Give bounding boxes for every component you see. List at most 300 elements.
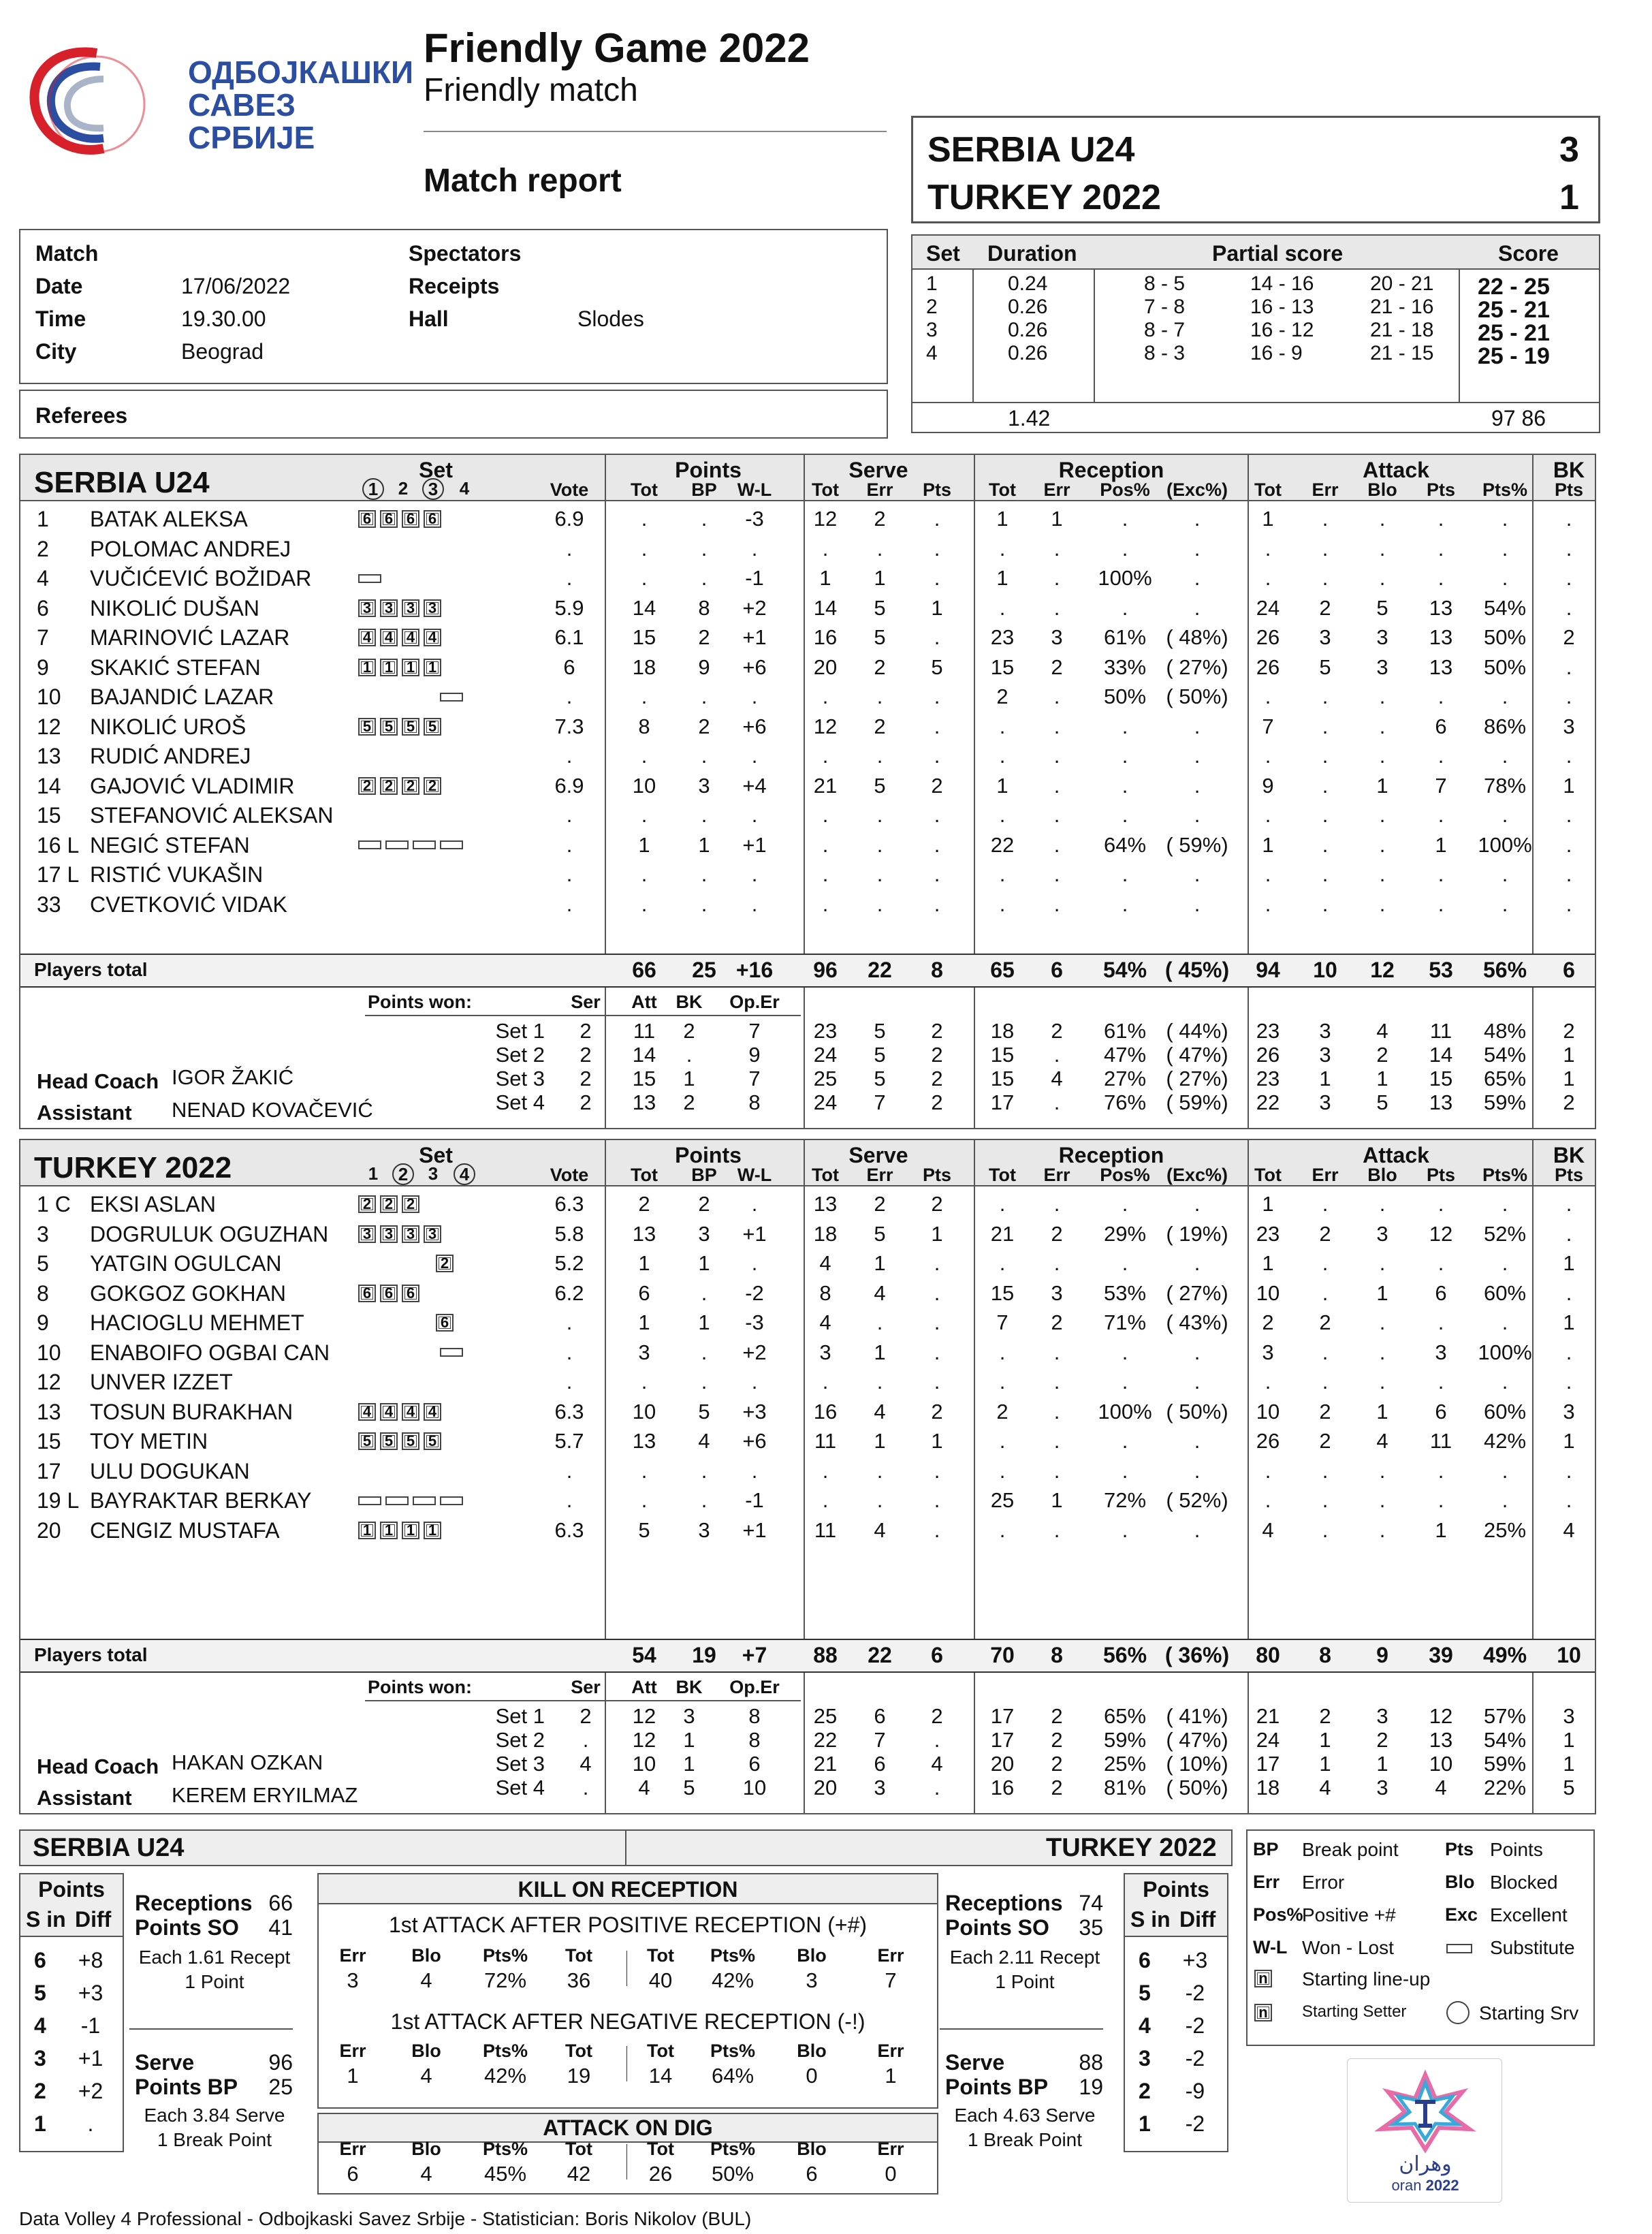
player-stat: . <box>566 892 573 916</box>
negative-reception-value: 42% <box>483 2064 527 2088</box>
player-name: ENABOIFO OGBAI CAN <box>90 1340 330 1365</box>
set-stat: 2 <box>579 1067 592 1090</box>
player-stat: 1 <box>931 1221 943 1246</box>
player-stat: 9 <box>698 655 710 679</box>
player-stat: 3 <box>698 773 710 798</box>
substitute-box <box>440 1348 463 1357</box>
referees-label: Referees <box>35 403 128 428</box>
column-header: Pts <box>1426 479 1456 500</box>
points-won-header: BK <box>676 1677 703 1697</box>
oran-emblem-icon <box>1361 2068 1490 2156</box>
player-stat: . <box>1053 1370 1060 1394</box>
player-stat: . <box>1053 892 1060 916</box>
starting-position-box: 5 <box>424 1432 441 1450</box>
player-stat: . <box>1566 744 1572 768</box>
player-set-boxes <box>358 1521 445 1544</box>
player-stat: . <box>1502 536 1508 561</box>
set-stat: 4 <box>1319 1776 1331 1799</box>
player-stat: 1 <box>996 507 1008 531</box>
player-number: 14 <box>37 773 61 798</box>
player-stat: 3 <box>1051 1280 1063 1305</box>
player-stat: . <box>876 1488 883 1512</box>
player-stat: . <box>1437 1370 1444 1394</box>
column-header: Pts <box>1554 479 1584 500</box>
set-stat: 2 <box>1563 1090 1575 1114</box>
players-total-value: 22 <box>868 958 892 982</box>
starting-position-box: 6 <box>402 510 419 528</box>
set-stat: 20 <box>813 1776 838 1799</box>
kill-on-reception-title: KILL ON RECEPTION <box>518 1877 738 1902</box>
player-stat: 60% <box>1483 1399 1527 1423</box>
player-stat: 26 <box>1256 1429 1280 1453</box>
substitute-box <box>440 840 463 849</box>
kill-header: Tot <box>565 2041 592 2061</box>
kill-header: Blo <box>797 2041 827 2061</box>
player-stat: . <box>876 832 883 857</box>
attack-on-dig-value: 26 <box>648 2162 673 2186</box>
player-stat: . <box>566 832 573 857</box>
player-stat: . <box>751 1251 758 1275</box>
player-stat: 24 <box>1256 595 1280 620</box>
player-stat: 2 <box>996 1399 1008 1423</box>
players-total-value: 56% <box>1102 1643 1147 1667</box>
head-coach-label: Head Coach <box>37 1069 159 1093</box>
player-stat: . <box>1502 892 1508 916</box>
set-stat: 1 <box>1319 1752 1331 1776</box>
player-number: 1 C <box>37 1192 71 1216</box>
starting-position-box: 4 <box>424 629 441 646</box>
player-stat: . <box>822 892 829 916</box>
player-stat: . <box>1194 1192 1201 1216</box>
rotation-diff-label: Diff <box>1179 1907 1216 1932</box>
player-stat: . <box>934 1310 940 1334</box>
column-header: Blo <box>1367 479 1397 500</box>
report-title: Match report <box>424 163 622 199</box>
player-stat: . <box>1322 685 1329 708</box>
players-total-value: 6 <box>931 1643 943 1667</box>
set-stat: . <box>934 1776 940 1799</box>
player-stat: . <box>1502 1310 1508 1334</box>
player-stat: 2 <box>1051 655 1063 679</box>
column-header: Err <box>1312 1165 1339 1185</box>
rotation-number: 1 <box>1139 2111 1151 2136</box>
player-stat: . <box>1502 744 1508 768</box>
player-name: DOGRULUK OGUZHAN <box>90 1221 329 1246</box>
player-stat: . <box>1566 595 1572 620</box>
rotation-diff: -2 <box>1185 2111 1205 2136</box>
sets-row-cell: 1 <box>926 272 938 295</box>
player-stat: . <box>1322 1280 1329 1305</box>
set-stat: 23 <box>1256 1067 1280 1090</box>
player-stat: 53% <box>1103 1280 1147 1305</box>
player-stat: . <box>1122 1458 1128 1483</box>
player-name: CVETKOVIĆ VIDAK <box>90 892 287 917</box>
player-stat: 5 <box>874 773 886 798</box>
player-stat: . <box>1379 803 1386 827</box>
column-header: Err <box>1043 479 1070 500</box>
set-stat: 2 <box>1051 1704 1063 1728</box>
set-number: 4 <box>459 478 470 499</box>
starting-setter-icon: n <box>1254 2004 1272 2021</box>
starting-position-box: 5 <box>402 718 419 736</box>
player-stat: . <box>1194 714 1201 738</box>
positive-reception-value: 36 <box>567 1968 591 1992</box>
player-stat: 20 <box>813 655 838 679</box>
column-header: Pos% <box>1100 479 1150 500</box>
player-stat: . <box>1437 1251 1444 1275</box>
player-stat: 13 <box>1429 595 1453 620</box>
rotation-diff: -2 <box>1185 2013 1205 2038</box>
receptions-label: Receptions <box>135 1891 253 1915</box>
substitute-box <box>385 840 409 849</box>
date-label: Date <box>35 274 83 298</box>
rotation-diff: +2 <box>78 2079 104 2103</box>
player-stat: . <box>1502 566 1508 590</box>
players-total-value: 39 <box>1429 1643 1453 1667</box>
player-stat: . <box>999 1429 1006 1453</box>
player-set-boxes <box>358 1195 424 1218</box>
player-stat: . <box>1322 1370 1329 1394</box>
player-set-boxes <box>358 1225 445 1248</box>
player-stat: . <box>934 1251 940 1275</box>
player-stat: . <box>701 566 708 590</box>
set-stat: 25 <box>813 1704 838 1728</box>
time-value: 19.30.00 <box>181 306 266 331</box>
players-total-value: ( 36%) <box>1164 1643 1230 1667</box>
kill-header: Pts% <box>710 1945 756 1966</box>
set-stat: 13 <box>1429 1090 1453 1114</box>
player-stat: . <box>1437 803 1444 827</box>
players-total-value: 22 <box>868 1643 892 1667</box>
player-stat: 6.9 <box>554 507 584 531</box>
player-stat: 1 <box>1051 1488 1063 1512</box>
player-stat: . <box>1053 744 1060 768</box>
set-stat: 2 <box>1563 1019 1575 1043</box>
player-stat: 4 <box>874 1280 886 1305</box>
player-name: SKAKIĆ STEFAN <box>90 655 261 680</box>
legend-abbr: Exc <box>1445 1904 1478 1925</box>
set-stat: . <box>1053 1090 1060 1114</box>
set-stat: 65% <box>1483 1067 1527 1090</box>
set-stat: 2 <box>1319 1704 1331 1728</box>
head-coach-name: HAKAN OZKAN <box>172 1750 323 1774</box>
player-stat: 8 <box>819 1280 831 1305</box>
player-stat: 2 <box>996 685 1008 708</box>
player-stat: . <box>934 1458 940 1483</box>
kill-header: Pts% <box>710 2041 756 2061</box>
rotation-number: 2 <box>34 2079 46 2103</box>
sets-row-cell: 2 <box>926 296 938 318</box>
starting-position-box: 3 <box>358 1225 376 1243</box>
player-stat: 6.9 <box>554 773 584 798</box>
player-stat: . <box>751 862 758 886</box>
rotation-points-label: Points <box>38 1877 105 1902</box>
player-stat: . <box>1566 566 1572 590</box>
player-stat: 7 <box>1435 773 1447 798</box>
player-stat: 2 <box>698 625 710 649</box>
hall-value: Slodes <box>577 306 644 331</box>
points-won-header: Ser <box>571 992 601 1012</box>
attack-on-dig-value: 50% <box>711 2162 754 2186</box>
player-stat: . <box>1566 655 1572 679</box>
player-stat: . <box>1322 536 1329 561</box>
player-stat: 6.3 <box>554 1192 584 1216</box>
starting-position-box: 3 <box>424 599 441 617</box>
kill-header: Tot <box>647 1945 674 1966</box>
player-number: 8 <box>37 1280 49 1306</box>
player-stat: . <box>1122 595 1128 620</box>
starting-position-box: 1 <box>380 1522 398 1539</box>
player-stat: . <box>1566 507 1572 531</box>
set-stat: 23 <box>1256 1019 1280 1043</box>
legend-abbr: W-L <box>1253 1937 1288 1957</box>
player-number: 6 <box>37 595 49 620</box>
player-stat: 3 <box>1435 1340 1447 1364</box>
player-stat: . <box>641 744 648 768</box>
positive-reception-value: 4 <box>420 1968 432 1992</box>
column-group-header: BK <box>1553 1143 1585 1167</box>
starting-position-box: 3 <box>402 599 419 617</box>
player-stat: . <box>641 803 648 827</box>
player-number: 5 <box>37 1251 49 1276</box>
player-stat: . <box>1502 862 1508 886</box>
player-stat: . <box>1122 744 1128 768</box>
sets-header-partial: Partial score <box>1212 241 1344 266</box>
starting-position-box: 1 <box>358 659 376 676</box>
players-total-value: 88 <box>813 1643 838 1667</box>
player-stat: 3 <box>638 1340 650 1364</box>
set-stat: 7 <box>874 1090 886 1114</box>
set-stat: 59% <box>1103 1728 1147 1752</box>
player-stat: . <box>1379 566 1386 590</box>
set-stat: 2 <box>931 1043 943 1067</box>
player-stat: . <box>1502 1458 1508 1483</box>
legend-starting-setter: Starting Setter <box>1302 2002 1407 2021</box>
player-stat: . <box>822 832 829 857</box>
player-set-boxes <box>358 1284 424 1307</box>
player-stat: . <box>1502 1370 1508 1394</box>
player-stat: 71% <box>1103 1310 1147 1334</box>
set-stat: 8 <box>748 1704 761 1728</box>
set-stat: 57% <box>1483 1704 1527 1728</box>
set-stat: 2 <box>931 1704 943 1728</box>
sets-row-cell: 7 - 8 <box>1144 296 1186 318</box>
set-stat: 3 <box>1319 1043 1331 1067</box>
player-stat: -3 <box>745 1310 764 1334</box>
footer-text: Data Volley 4 Professional - Odbojkaski Savez Srbije - Statistician: Boris Nikolov (BUL) <box>19 2208 752 2229</box>
set-label: Set 1 <box>495 1019 545 1043</box>
starting-position-box: 4 <box>402 629 419 646</box>
player-stat: . <box>1437 1458 1444 1483</box>
set-stat: 48% <box>1483 1019 1527 1043</box>
negative-reception-value: 1 <box>347 2064 359 2088</box>
player-stat: . <box>641 536 648 561</box>
player-stat: . <box>934 685 940 708</box>
player-stat: . <box>999 714 1006 738</box>
player-stat: . <box>1437 536 1444 561</box>
column-header: Tot <box>631 1165 658 1185</box>
set-label: Set 1 <box>495 1704 545 1728</box>
player-stat: . <box>1053 1251 1060 1275</box>
player-stat: 1 <box>1376 1399 1388 1423</box>
serve-value: 96 <box>268 2050 293 2075</box>
player-stat: 7.3 <box>554 714 584 738</box>
player-stat: . <box>1379 892 1386 916</box>
set-stat: 2 <box>1376 1043 1388 1067</box>
player-number: 9 <box>37 655 49 680</box>
player-stat: . <box>1322 1488 1329 1512</box>
players-total-value: 10 <box>1557 1643 1581 1667</box>
player-stat: 1 <box>698 832 710 857</box>
player-stat: 5 <box>1376 595 1388 620</box>
player-set-boxes <box>436 1313 458 1336</box>
player-set-boxes <box>358 628 445 651</box>
referees-box <box>19 390 888 439</box>
legend-starting-server: Starting Srv <box>1479 2002 1579 2024</box>
sets-row-cell: 8 - 7 <box>1144 319 1186 341</box>
set-stat: 13 <box>632 1090 656 1114</box>
player-stat: 1 <box>698 1310 710 1334</box>
positive-reception-value: 40 <box>648 1968 673 1992</box>
player-name: NEGIĆ STEFAN <box>90 832 250 858</box>
player-set-boxes <box>436 1254 458 1277</box>
player-stat: . <box>1322 773 1329 798</box>
player-stat: . <box>1322 1192 1329 1216</box>
player-stat: . <box>701 1280 708 1305</box>
player-stat: 6 <box>1435 714 1447 738</box>
kill-header: Pts% <box>710 2139 756 2159</box>
column-group-header: Points <box>675 1143 742 1167</box>
set-stat: 5 <box>683 1776 695 1799</box>
player-stat: 100% <box>1098 1399 1152 1423</box>
federation-name-line2: САВЕЗ <box>188 87 296 123</box>
player-stat: 1 <box>1376 773 1388 798</box>
player-stat: . <box>1379 507 1386 531</box>
player-stat: 21 <box>990 1221 1015 1246</box>
rotation-number: 3 <box>34 2046 46 2071</box>
player-number: 20 <box>37 1517 61 1543</box>
set-stat: 5 <box>1376 1090 1388 1114</box>
player-stat: 8 <box>698 595 710 620</box>
set-stat: 18 <box>1256 1776 1280 1799</box>
player-stat: . <box>999 1340 1006 1364</box>
player-stat: 5.2 <box>554 1251 584 1275</box>
player-set-boxes <box>358 569 385 592</box>
player-stat: 1 <box>638 832 650 857</box>
each-point: 1 Point <box>185 1971 244 1992</box>
player-stat: . <box>999 892 1006 916</box>
player-stat: . <box>999 536 1006 561</box>
player-stat: . <box>934 862 940 886</box>
player-stat: . <box>999 803 1006 827</box>
player-stat: +3 <box>742 1399 767 1423</box>
player-stat: . <box>1194 536 1201 561</box>
set-label: Set 3 <box>495 1067 545 1090</box>
player-stat: . <box>1194 1370 1201 1394</box>
set-stat: 15 <box>1429 1067 1453 1090</box>
column-header: Vote <box>550 1165 589 1185</box>
player-stat: 13 <box>1429 655 1453 679</box>
rotation-number: 4 <box>34 2013 46 2038</box>
player-stat: . <box>641 507 648 531</box>
player-name: UNVER IZZET <box>90 1370 233 1394</box>
players-total-value: 53 <box>1429 958 1453 982</box>
player-stat: . <box>876 685 883 708</box>
player-stat: . <box>934 536 940 561</box>
player-stat: . <box>934 892 940 916</box>
sets-header-duration: Duration <box>987 241 1077 266</box>
serve-label: Serve <box>135 2050 195 2075</box>
set-stat: 17 <box>1256 1752 1280 1776</box>
player-stat: 5 <box>874 595 886 620</box>
player-stat: . <box>999 595 1006 620</box>
legend-desc: Positive +# <box>1302 1904 1396 1925</box>
kill-header: Err <box>339 1945 366 1966</box>
player-stat: . <box>1502 803 1508 827</box>
set-stat: 22 <box>813 1728 838 1752</box>
set-stat: 3 <box>683 1704 695 1728</box>
player-stat: . <box>999 862 1006 886</box>
receptions-value: 74 <box>1079 1891 1103 1915</box>
column-group-header: Reception <box>1058 1143 1164 1167</box>
player-stat: . <box>1265 892 1271 916</box>
player-stat: . <box>1265 1458 1271 1483</box>
player-stat: . <box>1053 685 1060 708</box>
player-stat: . <box>1053 1458 1060 1483</box>
set-stat: 14 <box>1429 1043 1453 1067</box>
each-serve: Each 4.63 Serve <box>954 2105 1096 2126</box>
player-stat: . <box>751 892 758 916</box>
player-set-boxes <box>358 658 445 681</box>
player-stat: 2 <box>1319 1310 1331 1334</box>
starting-position-box: 2 <box>380 777 398 795</box>
player-stat: 10 <box>1256 1280 1280 1305</box>
set-stat: 1 <box>1563 1728 1575 1752</box>
negative-reception-value: 64% <box>711 2064 754 2088</box>
sets-row-cell: 16 - 9 <box>1250 342 1303 364</box>
starting-position-box: 4 <box>380 629 398 646</box>
set-stat: 2 <box>1051 1776 1063 1799</box>
set-stat: 3 <box>1376 1776 1388 1799</box>
player-stat: 3 <box>1376 625 1388 649</box>
player-stat: 54% <box>1483 595 1527 620</box>
player-stat: . <box>1379 1192 1386 1216</box>
set-stat: 2 <box>931 1067 943 1090</box>
player-stat: . <box>822 803 829 827</box>
column-group-header: Set <box>419 458 453 482</box>
player-stat: . <box>1053 1429 1060 1453</box>
set-stat: 2 <box>1051 1752 1063 1776</box>
player-stat: . <box>1194 1340 1201 1364</box>
starting-position-box: 5 <box>380 718 398 736</box>
player-stat: . <box>934 714 940 738</box>
players-total-value: 9 <box>1376 1643 1388 1667</box>
kill-header: Tot <box>647 2139 674 2159</box>
player-stat: . <box>876 862 883 886</box>
player-stat: 1 <box>996 773 1008 798</box>
player-stat: . <box>1437 566 1444 590</box>
set-stat: 10 <box>632 1752 656 1776</box>
sets-row-cell: 21 - 15 <box>1370 342 1434 364</box>
player-name: EKSI ASLAN <box>90 1192 216 1216</box>
set-stat: 7 <box>874 1728 886 1752</box>
points-so-value: 35 <box>1079 1915 1103 1940</box>
player-stat: . <box>999 1192 1006 1216</box>
set-stat: 1 <box>1319 1728 1331 1752</box>
sets-row-cell: 14 - 16 <box>1250 272 1314 295</box>
player-stat: . <box>1265 862 1271 886</box>
player-stat: . <box>1437 685 1444 708</box>
